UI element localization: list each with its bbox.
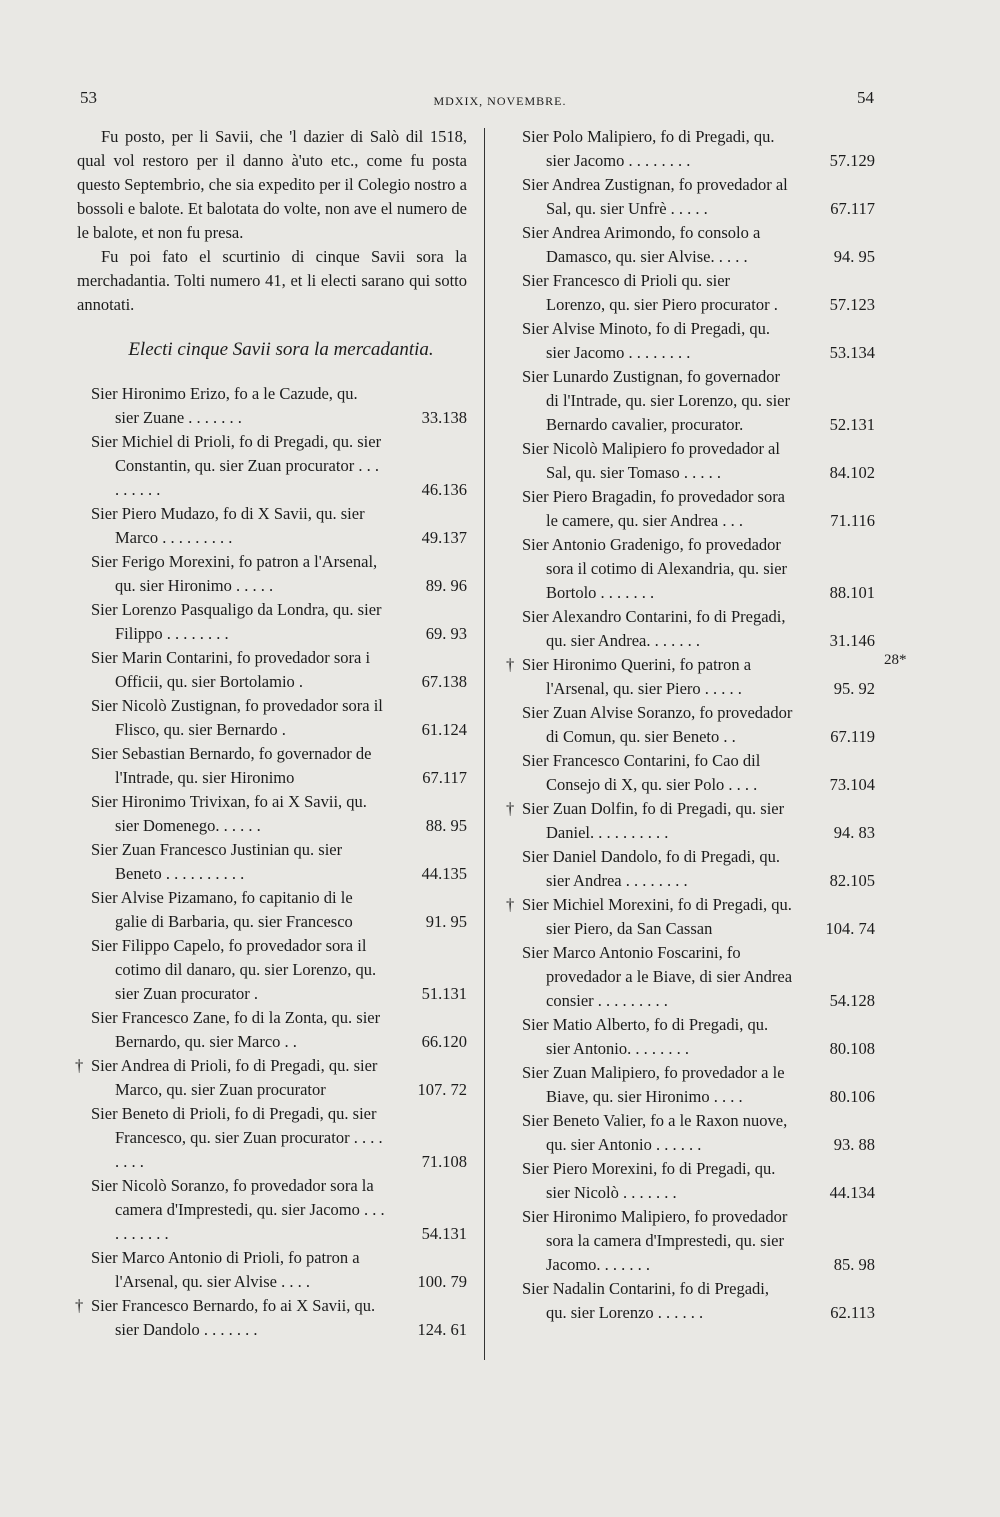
- candidate-entry: [508, 941, 875, 1013]
- vote-count: 107. 72: [412, 1078, 468, 1102]
- candidate-name: Sier Zuan Alvise Soranzo, fo provedador di Comun, qu. sier Beneto . .: [522, 703, 793, 746]
- right-column: [508, 125, 875, 1325]
- candidate-entry: [77, 1174, 467, 1246]
- vote-count: 51.131: [416, 982, 467, 1006]
- candidate-name: Sier Piero Mudazo, fo di X Savii, qu. sier Marco . . . . . . . . .: [91, 504, 365, 547]
- vote-count: 54.131: [416, 1222, 467, 1246]
- candidate-entry: [508, 437, 875, 485]
- vote-count: 124. 61: [412, 1318, 468, 1342]
- margin-note: 28*: [884, 652, 907, 668]
- candidate-entry: [508, 1205, 875, 1277]
- candidate-name: Sier Piero Morexini, fo di Pregadi, qu. sier Nicolò . . . . . . .: [522, 1159, 776, 1202]
- vote-count: 94. 83: [828, 821, 875, 845]
- candidate-entry: [508, 173, 875, 221]
- running-title: MDXIX, NOVEMBRE.: [433, 94, 567, 108]
- candidate-entry: [508, 845, 875, 893]
- candidate-entry: [508, 701, 875, 749]
- vote-count: 57.129: [824, 149, 875, 173]
- candidate-name: Sier Alvise Minoto, fo di Pregadi, qu. sier Jacomo . . . . . . . .: [522, 319, 770, 362]
- candidate-entry: [77, 886, 467, 934]
- candidate-entry: [508, 749, 875, 797]
- candidate-entry: [77, 1006, 467, 1054]
- vote-count: 66.120: [416, 1030, 467, 1054]
- candidate-entry: [508, 485, 875, 533]
- candidate-entry: [77, 694, 467, 742]
- vote-count: 46.136: [416, 478, 467, 502]
- candidate-name: Sier Polo Malipiero, fo di Pregadi, qu. sier Jacomo . . . . . . . .: [522, 127, 775, 170]
- candidate-name: Sier Lorenzo Pasqualigo da Londra, qu. sier Filippo . . . . . . . .: [91, 600, 382, 643]
- candidate-entry: [508, 1277, 875, 1325]
- candidate-entry: [508, 797, 875, 845]
- paragraph-dazier: Fu posto, per li Savii, che 'l dazier di Salò dil 1518, qual vol restoro per il danno à'uto etc., come fu posta questo Septembrio, che sia expedito per il Colegio nostro a bossoli e balote. Et balotata do volte, non ave el numero de le balote, et non fu presa.: [77, 127, 467, 242]
- candidate-entry: [508, 125, 875, 173]
- vote-count: 52.131: [824, 413, 875, 437]
- candidate-entry: [77, 1054, 467, 1102]
- column-divider: [484, 128, 485, 1360]
- dagger-mark: †: [506, 895, 515, 914]
- vote-count: 95. 92: [828, 677, 875, 701]
- vote-count: 67.119: [824, 725, 875, 749]
- candidate-name: Sier Filippo Capelo, fo provedador sora il cotimo dil danaro, qu. sier Lorenzo, qu. sier Zuan procurator .: [91, 936, 377, 1003]
- dagger-mark: †: [506, 799, 515, 818]
- candidate-entry: [508, 269, 875, 317]
- candidate-name: Sier Alvise Pizamano, fo capitanio di le galie di Barbaria, qu. sier Francesco: [91, 888, 353, 931]
- candidate-entry: [77, 742, 467, 790]
- candidate-entry: [77, 550, 467, 598]
- candidate-name: Sier Alexandro Contarini, fo di Pregadi, qu. sier Andrea. . . . . . .: [522, 607, 786, 650]
- vote-count: 100. 79: [412, 1270, 468, 1294]
- candidate-name: Sier Hironimo Querini, fo patron a l'Arsenal, qu. sier Piero . . . . .: [522, 655, 752, 698]
- vote-count: 91. 95: [420, 910, 467, 934]
- candidate-entry: [77, 382, 467, 430]
- candidate-entry: [77, 430, 467, 502]
- candidate-entry: [77, 934, 467, 1006]
- candidate-entry: [77, 838, 467, 886]
- candidate-entry: [508, 365, 875, 437]
- page-number-right: 54: [857, 88, 874, 107]
- vote-count: 54.128: [824, 989, 875, 1013]
- candidate-name: Sier Beneto Valier, fo a le Raxon nuove, qu. sier Antonio . . . . . .: [522, 1111, 788, 1154]
- candidate-name: Sier Francesco di Prioli qu. sier Lorenzo, qu. sier Piero procurator .: [522, 271, 778, 314]
- vote-count: 62.113: [824, 1301, 875, 1325]
- vote-count: 82.105: [824, 869, 875, 893]
- candidate-entry: [508, 1157, 875, 1205]
- candidate-entry: [508, 533, 875, 605]
- candidate-name: Sier Francesco Zane, fo di la Zonta, qu. sier Bernardo, qu. sier Marco . .: [91, 1008, 381, 1051]
- candidate-name: Sier Nadalin Contarini, fo di Pregadi, qu. sier Lorenzo . . . . . .: [522, 1279, 769, 1322]
- vote-count: 71.116: [824, 509, 875, 533]
- candidate-entry: [508, 221, 875, 269]
- dagger-mark: †: [506, 655, 515, 674]
- vote-count: 44.134: [824, 1181, 875, 1205]
- candidate-name: Sier Marco Antonio Foscarini, fo provedador a le Biave, di sier Andrea consier . . . . . . . . .: [522, 943, 793, 1010]
- candidate-name: Sier Andrea di Prioli, fo di Pregadi, qu. sier Marco, qu. sier Zuan procurator: [91, 1056, 378, 1099]
- vote-count: 44.135: [416, 862, 467, 886]
- candidate-entry: [508, 653, 875, 701]
- candidate-name: Sier Lunardo Zustignan, fo governador di l'Intrade, qu. sier Lorenzo, qu. sier Bernardo cavalier, procurator.: [522, 367, 790, 434]
- candidate-name: Sier Zuan Francesco Justinian qu. sier Beneto . . . . . . . . . .: [91, 840, 343, 883]
- vote-count: 67.117: [824, 197, 875, 221]
- candidate-entry: [77, 1294, 467, 1342]
- candidate-entry: [77, 1102, 467, 1174]
- vote-count: 57.123: [824, 293, 875, 317]
- candidate-entry: [508, 317, 875, 365]
- vote-count: 85. 98: [828, 1253, 875, 1277]
- page-number-left: 53: [80, 88, 97, 107]
- vote-count: 53.134: [824, 341, 875, 365]
- vote-count: 94. 95: [828, 245, 875, 269]
- candidate-entry: [77, 1246, 467, 1294]
- candidate-name: Sier Marin Contarini, fo provedador sora i Officii, qu. sier Bortolamio .: [91, 648, 371, 691]
- candidate-entry: [77, 502, 467, 550]
- vote-count: 93. 88: [828, 1133, 875, 1157]
- candidate-name: Sier Matio Alberto, fo di Pregadi, qu. sier Antonio. . . . . . . .: [522, 1015, 769, 1058]
- vote-count: 88.101: [824, 581, 875, 605]
- candidate-name: Sier Ferigo Morexini, fo patron a l'Arsenal, qu. sier Hironimo . . . . .: [91, 552, 378, 595]
- vote-count: 67.138: [416, 670, 467, 694]
- vote-count: 31.146: [824, 629, 875, 653]
- right-entry-list: [508, 125, 875, 1325]
- dagger-mark: †: [75, 1056, 84, 1075]
- candidate-name: Sier Daniel Dandolo, fo di Pregadi, qu. sier Andrea . . . . . . . .: [522, 847, 780, 890]
- candidate-entry: [77, 790, 467, 838]
- candidate-entry: [508, 893, 875, 941]
- candidate-name: Sier Andrea Zustignan, fo provedador al Sal, qu. sier Unfrè . . . . .: [522, 175, 788, 218]
- dagger-mark: †: [75, 1296, 84, 1315]
- candidate-entry: [508, 1109, 875, 1157]
- left-column: [77, 125, 467, 1342]
- candidate-entry: [77, 598, 467, 646]
- vote-count: 33.138: [416, 406, 467, 430]
- candidate-name: Sier Andrea Arimondo, fo consolo a Damasco, qu. sier Alvise. . . . .: [522, 223, 761, 266]
- candidate-entry: [508, 1013, 875, 1061]
- vote-count: 89. 96: [420, 574, 467, 598]
- paragraph-scurtinio: Fu poi fato el scurtinio di cinque Savii sora la merchadantia. Tolti numero 41, et li electi sarano qui sotto annotati.: [77, 247, 467, 314]
- candidate-name: Sier Piero Bragadin, fo provedador sora le camere, qu. sier Andrea . . .: [522, 487, 786, 530]
- candidate-name: Sier Hironimo Erizo, fo a le Cazude, qu. sier Zuane . . . . . . .: [91, 384, 358, 427]
- candidate-name: Sier Francesco Bernardo, fo ai X Savii, qu. sier Dandolo . . . . . . .: [91, 1296, 376, 1339]
- candidate-name: Sier Zuan Malipiero, fo provedador a le Biave, qu. sier Hironimo . . . .: [522, 1063, 785, 1106]
- vote-count: 104. 74: [820, 917, 876, 941]
- vote-count: 61.124: [416, 718, 467, 742]
- candidate-name: Sier Zuan Dolfin, fo di Pregadi, qu. sier Daniel. . . . . . . . . .: [522, 799, 785, 842]
- candidate-entry: [508, 605, 875, 653]
- candidate-name: Sier Nicolò Soranzo, fo provedador sora la camera d'Imprestedi, qu. sier Jacomo . . . . . . . . . .: [91, 1176, 385, 1243]
- candidate-name: Sier Marco Antonio di Prioli, fo patron a l'Arsenal, qu. sier Alvise . . . .: [91, 1248, 360, 1291]
- candidate-name: Sier Beneto di Prioli, fo di Pregadi, qu. sier Francesco, qu. sier Zuan procurator . . . . . . . .: [91, 1104, 383, 1171]
- candidate-name: Sier Sebastian Bernardo, fo governador de l'Intrade, qu. sier Hironimo: [91, 744, 372, 787]
- vote-count: 84.102: [824, 461, 875, 485]
- left-entry-list: [77, 382, 467, 1342]
- vote-count: 80.108: [824, 1037, 875, 1061]
- candidate-name: Sier Michiel Morexini, fo di Pregadi, qu. sier Piero, da San Cassan: [522, 895, 792, 938]
- candidate-entry: [77, 646, 467, 694]
- vote-count: 88. 95: [420, 814, 467, 838]
- vote-count: 80.106: [824, 1085, 875, 1109]
- candidate-name: Sier Antonio Gradenigo, fo provedador sora il cotimo di Alexandria, qu. sier Bortolo . . . . . . .: [522, 535, 788, 602]
- vote-count: 71.108: [416, 1150, 467, 1174]
- candidate-entry: [508, 1061, 875, 1109]
- candidate-name: Sier Hironimo Trivixan, fo ai X Savii, qu. sier Domenego. . . . . .: [91, 792, 367, 835]
- vote-count: 49.137: [416, 526, 467, 550]
- vote-count: 69. 93: [420, 622, 467, 646]
- vote-count: 73.104: [824, 773, 875, 797]
- candidate-name: Sier Nicolò Zustignan, fo provedador sora il Flisco, qu. sier Bernardo .: [91, 696, 383, 739]
- candidate-name: Sier Francesco Contarini, fo Cao dil Consejo di X, qu. sier Polo . . . .: [522, 751, 761, 794]
- candidate-name: Sier Nicolò Malipiero fo provedador al Sal, qu. sier Tomaso . . . . .: [522, 439, 780, 482]
- vote-count: 67.117: [416, 766, 467, 790]
- section-heading: Electi cinque Savii sora la mercadantia.: [128, 339, 434, 360]
- candidate-name: Sier Michiel di Prioli, fo di Pregadi, qu. sier Constantin, qu. sier Zuan procurator . . . . . . . . .: [91, 432, 382, 499]
- candidate-name: Sier Hironimo Malipiero, fo provedador sora la camera d'Imprestedi, qu. sier Jacomo. . . . . . .: [522, 1207, 788, 1274]
